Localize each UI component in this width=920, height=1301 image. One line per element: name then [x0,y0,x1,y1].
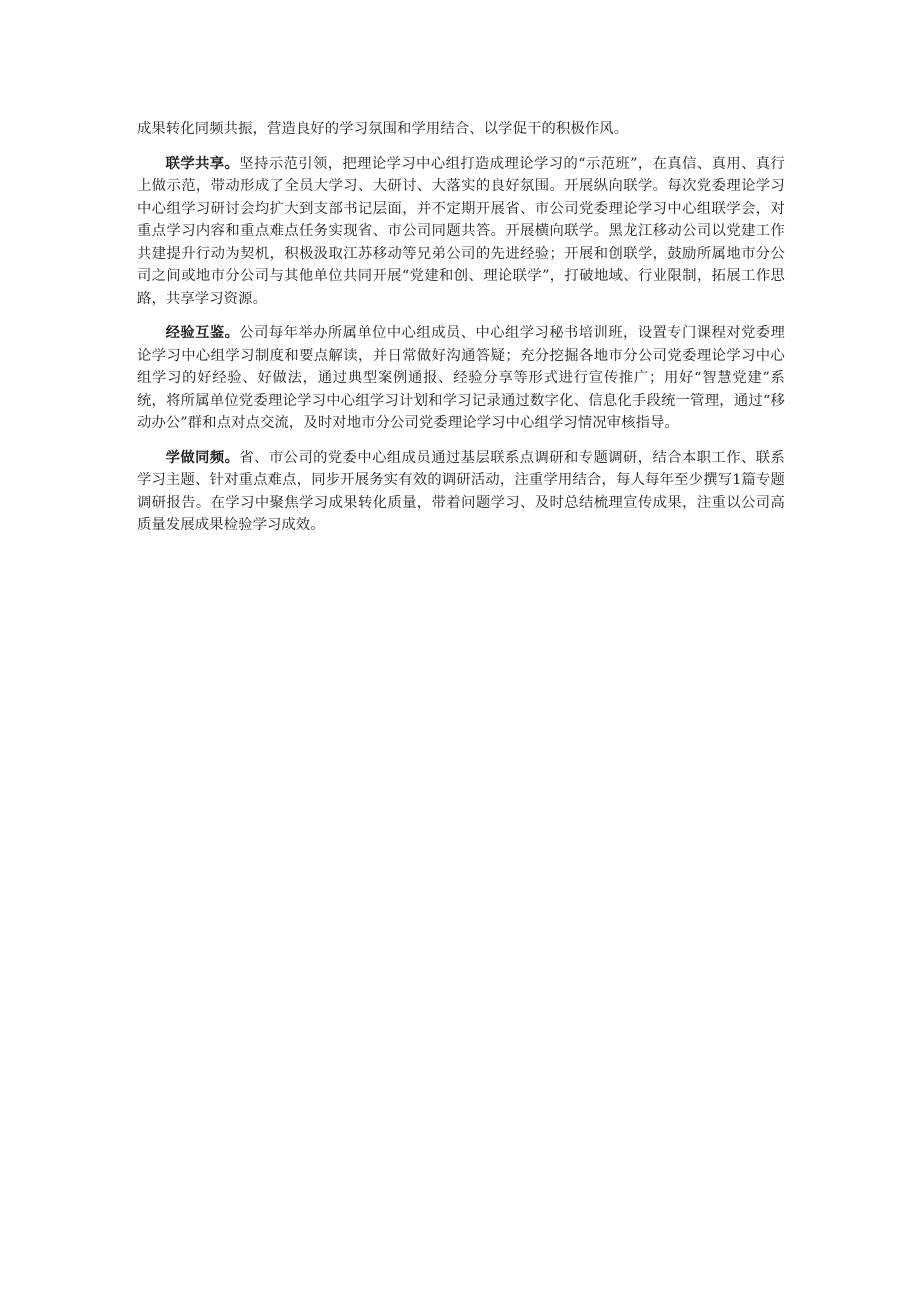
paragraph-text: 公司每年举办所属单位中心组成员、中心组学习秘书培训班，设置专门课程对党委理论学习中心组学习制度和要点解读，并日常做好沟通答疑；充分挖掘各地市分公司党委理论学习中心组学习的好经验、好做法，通过典型案例通报、经验分享等形式进行宣传推广；用好“智慧党建”系统，将所属单位党委理论学习中心组学习计划和学习记录通过数字化、信息化手段统一管理，通过“移动办公”群和点对点交流，及时对地市分公司党委理论学习中心组学习情况审核指导。 [137,325,786,431]
paragraph-joint-learning [137,153,785,311]
paragraph-lead: 联学共享。 [165,155,240,172]
paragraph-continuation [137,118,785,141]
paragraph-text: 坚持示范引领，把理论学习中心组打造成理论学习的“示范班”，在真信、真用、真行上做示范，带动形成了全员大学习、大研讨、大落实的良好氛围。开展纵向联学。每次党委理论学习中心组学习研讨会均扩大到支部书记层面，并不定期开展省、市公司党委理论学习中心组联学会，对重点学习内容和重点难点任务实现省、市公司同题共答。开展横向联学。黑龙江移动公司以党建工作共建提升行动为契机，积极汲取江苏移动等兄弟公司的先进经验；开展和创联学，鼓励所属地市分公司之间或地市分公司与其他单位共同开展“党建和创、理论联学”，打破地域、行业限制，拓展工作思路，共享学习资源。 [137,155,785,307]
paragraph-text: 省、市公司的党委中心组成员通过基层联系点调研和专题调研，结合本职工作、联系学习主题、针对重点难点，同步开展务实有效的调研活动，注重学用结合，每人每年至少撰写1篇专题调研报告。在学习中聚焦学习成果转化质量，带着问题学习、及时总结梳理宣传成果，注重以公司高质量发展成果检验学习成效。 [137,449,786,533]
paragraph-learning-doing [137,447,785,537]
paragraph-lead: 学做同频。 [165,449,240,466]
paragraph-text: 成果转化同频共振，营造良好的学习氛围和学用结合、以学促干的积极作风。 [137,121,629,137]
document-body [137,118,785,549]
paragraph-experience-exchange [137,322,785,435]
paragraph-lead: 经验互鉴。 [165,325,240,341]
